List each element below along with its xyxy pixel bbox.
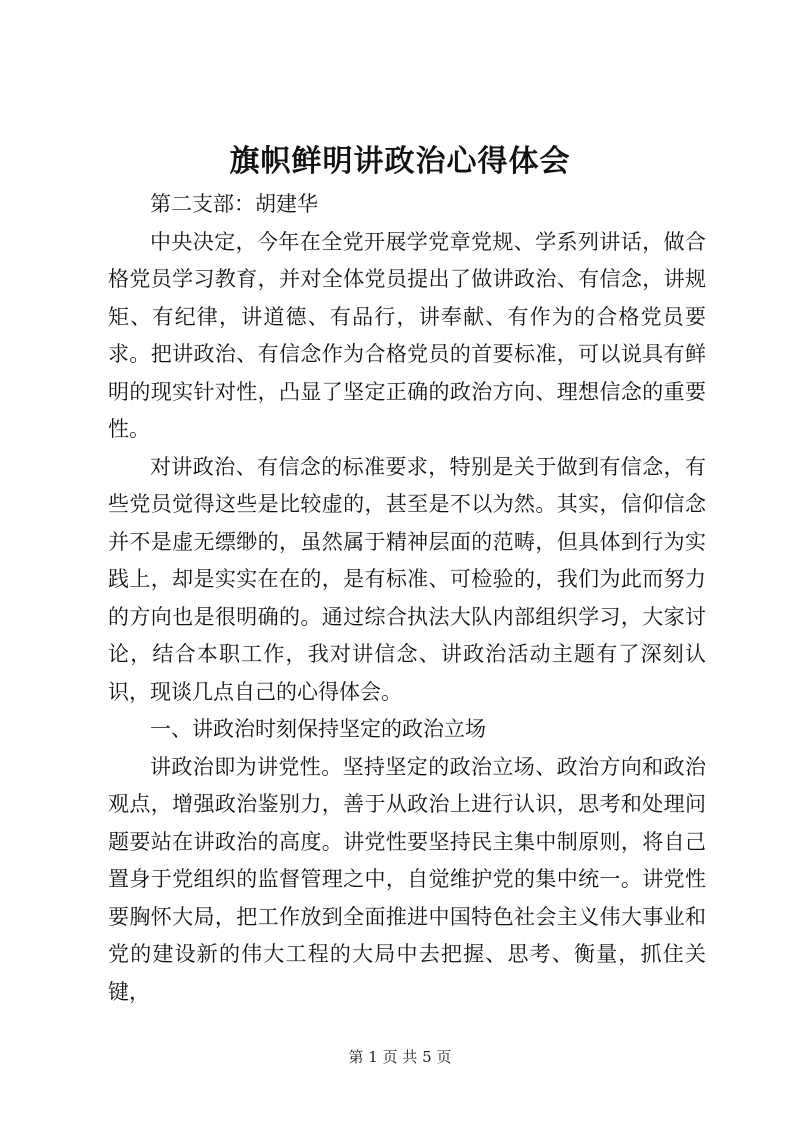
paragraph-2: 对讲政治、有信念的标准要求，特别是关于做到有信念，有些党员觉得这些是比较虚的，甚至是不以为然。其实，信仰信念并不是虚无缥缈的，虽然属于精神层面的范畴，但具体到行为实践上，却是实实在在的，是有标准、可检验的，我们为此而努力的方向也是很明确的。通过综合执法大队内部组织学习，大家讨论，结合本职工作，我对讲信念、讲政治活动主题有了深刻认识，现谈几点自己的心得体会。 — [108, 454, 706, 704]
paragraph-1: 中央决定，今年在全党开展学党章党规、学系列讲话，做合格党员学习教育，并对全体党员提出了做讲政治、有信念，讲规矩、有纪律，讲道德、有品行，讲奉献、有作为的合格党员要求。把讲政治、有信念作为合格党员的首要标准，可以说具有鲜明的现实针对性，凸显了坚定正确的政治方向、理想信念的重要性。 — [108, 229, 706, 441]
page-footer: 第 1 页 共 5 页 — [348, 1048, 452, 1066]
section-heading: 一、讲政治时刻保持坚定的政治立场 — [150, 717, 486, 741]
section-paragraph: 讲政治即为讲党性。坚持坚定的政治立场、政治方向和政治观点，增强政治鉴别力，善于从政治上进行认识，思考和处理问题要站在讲政治的高度。讲党性要坚持民主集中制原则，将自己置身于党组织的监督管理之中，自觉维护党的集中统一。讲党性要胸怀大局，把工作放到全面推进中国特色社会主义伟大事业和党的建设新的伟大工程的大局中去把握、思考、衡量，抓住关键， — [108, 754, 706, 1004]
document-title: 旗帜鲜明讲政治心得体会 — [229, 144, 571, 179]
author-line: 第二支部：胡建华 — [150, 192, 318, 216]
document-body — [108, 186, 706, 1011]
